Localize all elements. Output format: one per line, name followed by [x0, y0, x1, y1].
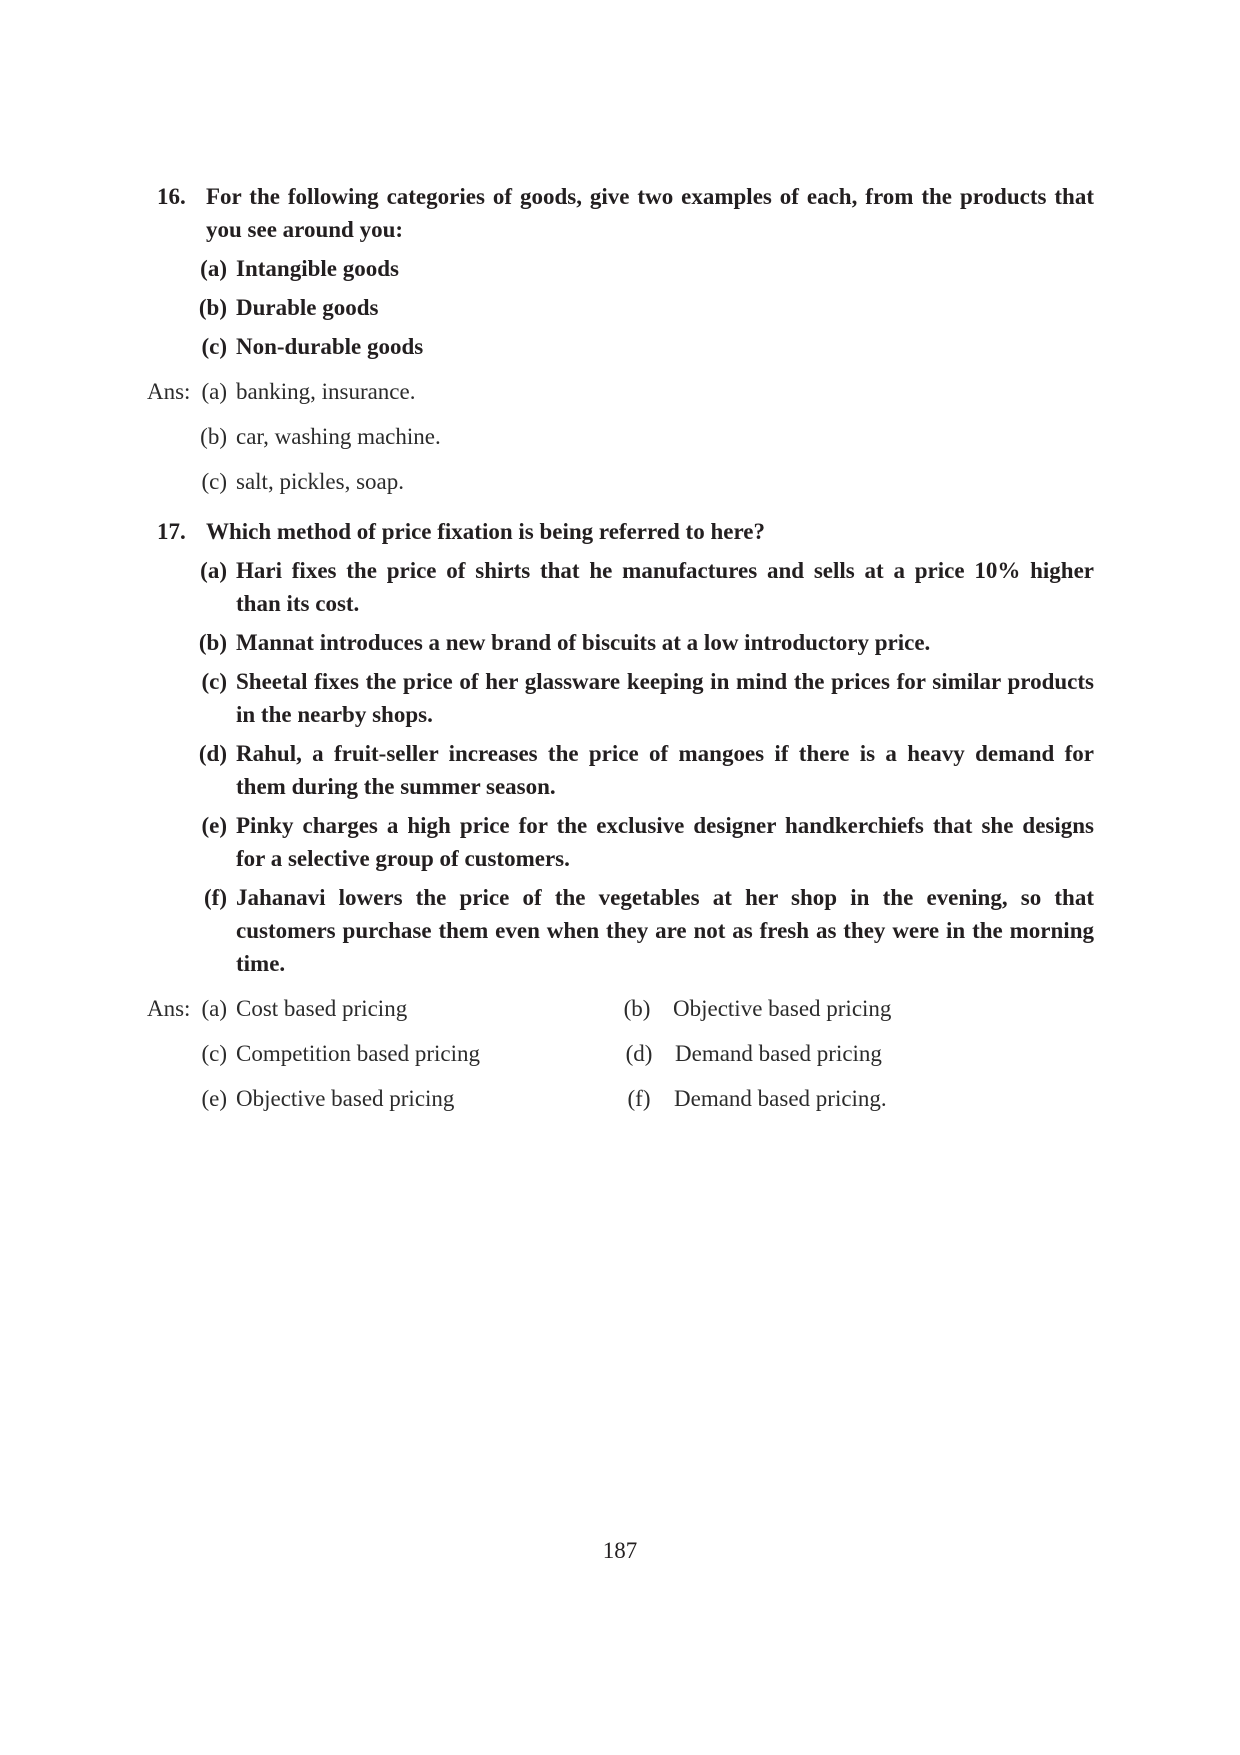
- page-number: 187: [602, 1538, 638, 1563]
- option-label: (a): [200, 558, 227, 583]
- answer-label: (b): [623, 996, 651, 1021]
- option-text: Durable goods: [236, 295, 379, 320]
- option-text: time.: [236, 951, 286, 976]
- answer-prefix: Ans:: [147, 379, 191, 404]
- question-text: For the following categories of goods, give two examples of each, from the products that: [206, 184, 1094, 209]
- answer-text: Objective based pricing: [236, 1086, 455, 1111]
- answer-text: banking, insurance.: [236, 379, 416, 404]
- option-text: Sheetal fixes the price of her glassware keeping in mind the prices for similar products: [236, 669, 1094, 694]
- option-label: (d): [198, 741, 227, 766]
- option-text: Intangible goods: [236, 256, 399, 281]
- option-label: (e): [201, 813, 227, 838]
- option-text: Non-durable goods: [236, 334, 424, 359]
- answer-label: (c): [201, 1041, 227, 1066]
- option-text: them during the summer season.: [236, 774, 556, 799]
- answer-text: Demand based pricing: [675, 1041, 882, 1066]
- answer-label: (f): [627, 1086, 651, 1111]
- option-label: (f): [204, 885, 227, 910]
- answer-label: (d): [625, 1041, 653, 1066]
- option-label: (c): [201, 334, 227, 359]
- answer-label: (a): [201, 379, 227, 404]
- answer-text: car, washing machine.: [236, 424, 441, 449]
- question-number: 16.: [157, 184, 186, 209]
- question-number: 17.: [157, 519, 186, 544]
- answer-text: salt, pickles, soap.: [236, 469, 404, 494]
- answer-text: Objective based pricing: [673, 996, 892, 1021]
- answer-text: Demand based pricing.: [674, 1086, 887, 1111]
- option-label: (a): [200, 256, 227, 281]
- answer-label: (b): [200, 424, 227, 449]
- question-text: you see around you:: [206, 217, 404, 242]
- answer-label: (a): [201, 996, 227, 1021]
- option-text: Hari fixes the price of shirts that he manufactures and sells at a price 10% higher: [236, 558, 1094, 583]
- option-text: Pinky charges a high price for the exclusive designer handkerchiefs that she designs: [236, 813, 1094, 838]
- option-text: for a selective group of customers.: [236, 846, 570, 871]
- option-label: (c): [201, 669, 227, 694]
- option-label: (b): [198, 295, 227, 320]
- option-text: Mannat introduces a new brand of biscuits at a low introductory price.: [236, 630, 931, 655]
- option-text: than its cost.: [236, 591, 360, 616]
- answer-label: (c): [201, 469, 227, 494]
- option-text: in the nearby shops.: [236, 702, 433, 727]
- option-text: Jahanavi lowers the price of the vegetables at her shop in the evening, so that: [236, 885, 1094, 910]
- answer-text: Cost based pricing: [236, 996, 408, 1021]
- answer-label: (e): [201, 1086, 227, 1111]
- question-text: Which method of price fixation is being referred to here?: [206, 519, 765, 544]
- answer-prefix: Ans:: [147, 996, 191, 1021]
- option-text: Rahul, a fruit-seller increases the price of mangoes if there is a heavy demand for: [236, 741, 1094, 766]
- option-label: (b): [198, 630, 227, 655]
- option-text: customers purchase them even when they are not as fresh as they were in the morning: [236, 918, 1094, 943]
- answer-text: Competition based pricing: [236, 1041, 481, 1066]
